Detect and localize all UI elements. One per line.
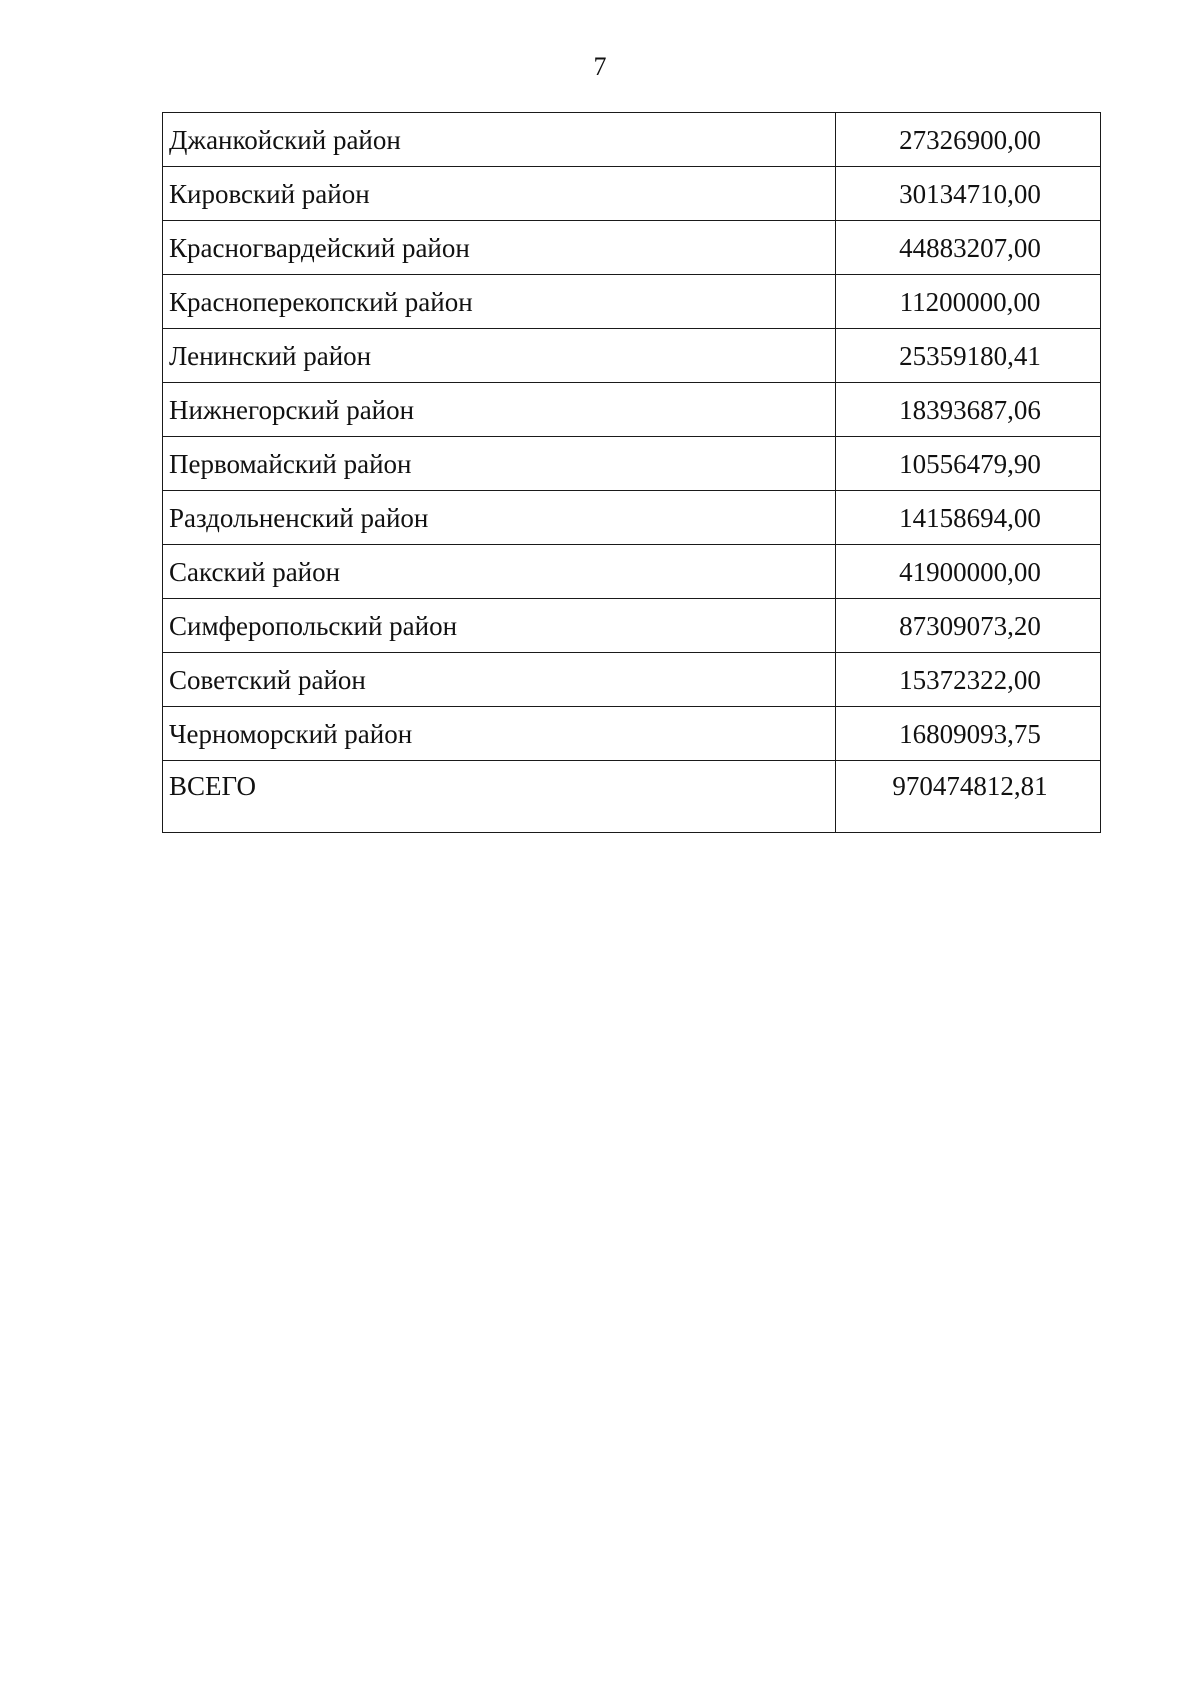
- table-row: [163, 113, 1101, 167]
- district-name-cell: Советский район: [163, 653, 836, 707]
- amount-cell: 44883207,00: [836, 221, 1101, 275]
- district-name-cell: Джанкойский район: [163, 113, 836, 167]
- table-row: [163, 383, 1101, 437]
- amount-cell: 30134710,00: [836, 167, 1101, 221]
- amount-cell: 18393687,06: [836, 383, 1101, 437]
- table-row: [163, 653, 1101, 707]
- amount-cell: 11200000,00: [836, 275, 1101, 329]
- amount-cell: 25359180,41: [836, 329, 1101, 383]
- table-row: [163, 491, 1101, 545]
- table-row: [163, 329, 1101, 383]
- table-row: [163, 545, 1101, 599]
- amount-cell: 10556479,90: [836, 437, 1101, 491]
- amount-cell: 41900000,00: [836, 545, 1101, 599]
- table-row: [163, 707, 1101, 761]
- amount-cell: 27326900,00: [836, 113, 1101, 167]
- table-row: [163, 275, 1101, 329]
- total-amount: 970474812,81: [836, 761, 1101, 833]
- amount-cell: 15372322,00: [836, 653, 1101, 707]
- total-row: [163, 761, 1101, 833]
- district-name-cell: Симферопольский район: [163, 599, 836, 653]
- district-name-cell: Сакский район: [163, 545, 836, 599]
- amount-cell: 87309073,20: [836, 599, 1101, 653]
- district-name-cell: Первомайский район: [163, 437, 836, 491]
- district-allocation-table: [162, 112, 1101, 833]
- amount-cell: 16809093,75: [836, 707, 1101, 761]
- page-number: 7: [593, 52, 607, 81]
- district-name-cell: Красногвардейский район: [163, 221, 836, 275]
- table-row: [163, 599, 1101, 653]
- table-row: [163, 167, 1101, 221]
- table-row: [163, 437, 1101, 491]
- district-name-cell: Красноперекопский район: [163, 275, 836, 329]
- district-name-cell: Кировский район: [163, 167, 836, 221]
- district-name-cell: Черноморский район: [163, 707, 836, 761]
- amount-cell: 14158694,00: [836, 491, 1101, 545]
- district-name-cell: Нижнегорский район: [163, 383, 836, 437]
- district-name-cell: Ленинский район: [163, 329, 836, 383]
- district-name-cell: Раздольненский район: [163, 491, 836, 545]
- table-row: [163, 221, 1101, 275]
- total-label: ВСЕГО: [163, 761, 836, 833]
